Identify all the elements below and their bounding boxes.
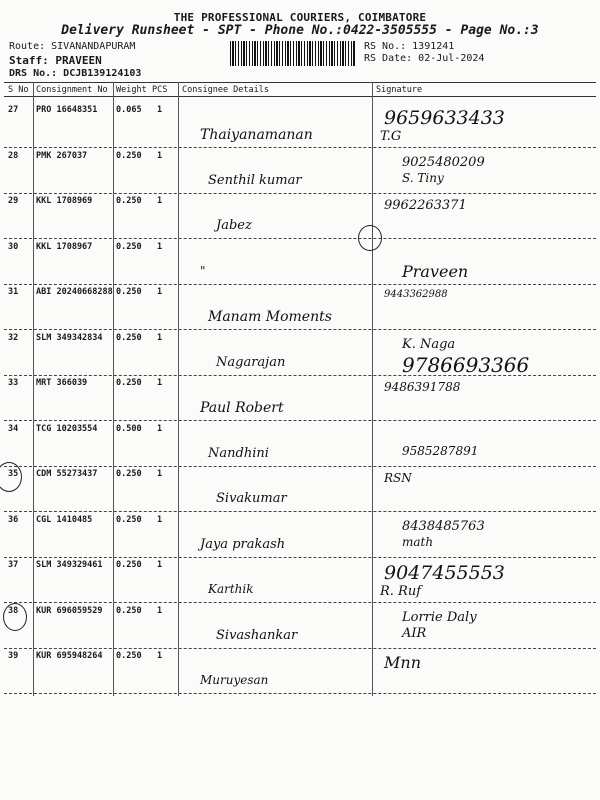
row-signature-extra: K. Naga	[402, 336, 456, 352]
row-weight: 0.250	[116, 150, 142, 161]
row-consignment-no: CGL 1410485	[36, 514, 93, 525]
row-sno: 38	[8, 605, 19, 616]
row-separator	[4, 420, 596, 421]
col-header-consignment: Consignment No	[36, 85, 108, 95]
company-title: THE PROFESSIONAL COURIERS, COIMBATORE	[173, 11, 427, 24]
col-header-consignee: Consignee Details	[182, 85, 269, 95]
row-consignee-name: Jaya prakash	[200, 536, 286, 552]
row-consignee-name: Nagarajan	[216, 354, 286, 370]
row-weight: 0.250	[116, 196, 142, 206]
row-signature-extra: Lorrie Daly	[402, 609, 477, 625]
row-pcs: 1	[157, 332, 163, 343]
row-separator	[4, 648, 596, 649]
row-consignee-name: Jabez	[216, 218, 252, 233]
row-signature: RSN	[384, 471, 412, 485]
row-separator	[4, 284, 596, 285]
runsheet-title: Delivery Runsheet - SPT - Phone No.:0422-3505555 - Page No.:3	[61, 23, 539, 38]
row-separator	[4, 466, 596, 467]
row-pcs: 1	[157, 105, 163, 115]
row-weight: 0.250	[116, 469, 142, 479]
row-consignment-no: SLM 349342834	[36, 332, 103, 343]
ink-circle-mark	[0, 462, 22, 492]
row-consignee-name: Senthil kumar	[208, 172, 302, 188]
route-label: Route: SIVANANDAPURAM	[9, 41, 136, 52]
rs-date: RS Date: 02-Jul-2024	[364, 53, 485, 64]
row-consignee-name: Karthik	[208, 582, 254, 596]
row-separator	[4, 511, 596, 512]
row-consignee-name: Thaiyanamanan	[200, 127, 313, 143]
row-pcs: 1	[157, 514, 163, 525]
row-weight: 0.250	[116, 605, 142, 616]
row-pcs: 1	[157, 378, 163, 388]
col-header-pcs: PCS	[152, 85, 168, 95]
row-consignee-name: Muruyesan	[200, 673, 269, 687]
row-consignment-no: KUR 695948264	[36, 651, 103, 661]
row-signature: 9486391788	[384, 380, 461, 394]
col-divider	[113, 82, 114, 696]
row-signature: 9585287891	[402, 443, 479, 458]
row-consignment-no: KKL 1708969	[36, 196, 93, 206]
row-weight: 0.250	[116, 378, 142, 388]
row-consignment-no: MRT 366039	[36, 378, 88, 388]
row-pcs: 1	[157, 287, 163, 297]
ink-circle-mark	[358, 225, 382, 251]
row-signature-extra: 8438485763	[402, 518, 485, 534]
row-sno: 27	[8, 105, 19, 115]
row-sno: 35	[8, 469, 19, 479]
row-consignment-no: PMK 267037	[36, 150, 88, 161]
ink-circle-mark	[3, 603, 27, 631]
row-signature: math	[402, 534, 434, 549]
col-divider	[372, 82, 373, 696]
row-pcs: 1	[157, 196, 163, 206]
row-signature: Praveen	[402, 261, 469, 281]
row-weight: 0.065	[116, 105, 142, 115]
row-signature: AIR	[402, 625, 427, 641]
row-weight: 0.250	[116, 287, 142, 297]
row-consignee-name: Sivakumar	[216, 491, 287, 506]
row-pcs: 1	[157, 651, 163, 661]
table-header-rule	[4, 96, 596, 97]
row-consignment-no: KKL 1708967	[36, 241, 93, 252]
row-sno: 39	[8, 651, 19, 661]
row-pcs: 1	[157, 560, 163, 570]
row-consignment-no: CDM 55273437	[36, 469, 98, 479]
row-consignee-name: Manam Moments	[208, 309, 332, 325]
row-weight: 0.250	[116, 651, 142, 661]
rs-number: RS No.: 1391241	[364, 41, 455, 52]
row-weight: 0.250	[116, 332, 142, 343]
row-weight: 0.250	[116, 560, 142, 570]
row-sno: 29	[8, 196, 19, 206]
row-separator	[4, 557, 596, 558]
row-sno: 30	[8, 241, 19, 252]
row-signature: Mnn	[384, 653, 421, 672]
row-sno: 36	[8, 514, 19, 525]
row-consignment-no: SLM 349329461	[36, 560, 103, 570]
row-pcs: 1	[157, 241, 163, 252]
row-sno: 32	[8, 332, 19, 343]
barcode-image	[230, 41, 356, 66]
row-separator	[4, 147, 596, 148]
row-weight: 0.250	[116, 514, 142, 525]
row-signature: 9443362988	[384, 289, 448, 300]
col-header-weight: Weight	[116, 85, 147, 95]
row-consignee-name: Paul Robert	[200, 400, 284, 416]
row-signature-extra: 9025480209	[402, 154, 485, 170]
row-signature-extra: T.G	[380, 129, 402, 144]
row-signature-extra: R. Ruf	[380, 584, 422, 599]
row-consignee-name: Sivashankar	[216, 627, 298, 643]
row-consignee-name: Nandhini	[208, 445, 269, 461]
row-separator	[4, 329, 596, 330]
row-sno: 28	[8, 150, 19, 161]
row-pcs: 1	[157, 605, 163, 616]
row-separator	[4, 238, 596, 239]
row-signature: 9786693366	[402, 352, 530, 377]
row-separator	[4, 693, 596, 694]
row-signature: S. Tiny	[402, 170, 444, 185]
row-signature: 9962263371	[384, 198, 467, 213]
row-separator	[4, 602, 596, 603]
col-divider	[33, 82, 34, 696]
row-sno: 31	[8, 287, 19, 297]
row-pcs: 1	[157, 423, 163, 434]
row-consignment-no: PRO 16648351	[36, 105, 98, 115]
col-header-signature: Signature	[376, 85, 423, 95]
row-separator	[4, 375, 596, 376]
row-pcs: 1	[157, 469, 163, 479]
row-signature: 9047455553	[384, 562, 505, 584]
col-header-sno: S No	[8, 85, 29, 95]
row-sno: 34	[8, 423, 19, 434]
drs-number: DRS No.: DCJB139124103	[9, 68, 142, 79]
row-consignment-no: ABI 20240668288	[36, 287, 113, 297]
row-sno: 33	[8, 378, 19, 388]
row-weight: 0.250	[116, 241, 142, 252]
col-divider	[178, 82, 179, 696]
row-consignee-name: "	[200, 263, 206, 278]
row-consignment-no: TCG 10203554	[36, 423, 98, 434]
row-consignment-no: KUR 696059529	[36, 605, 103, 616]
staff-label: Staff: PRAVEEN	[9, 54, 102, 67]
row-signature: 9659633433	[384, 107, 505, 129]
row-sno: 37	[8, 560, 19, 570]
row-weight: 0.500	[116, 423, 142, 434]
table-top-rule	[4, 82, 596, 83]
row-pcs: 1	[157, 150, 163, 161]
row-separator	[4, 193, 596, 194]
